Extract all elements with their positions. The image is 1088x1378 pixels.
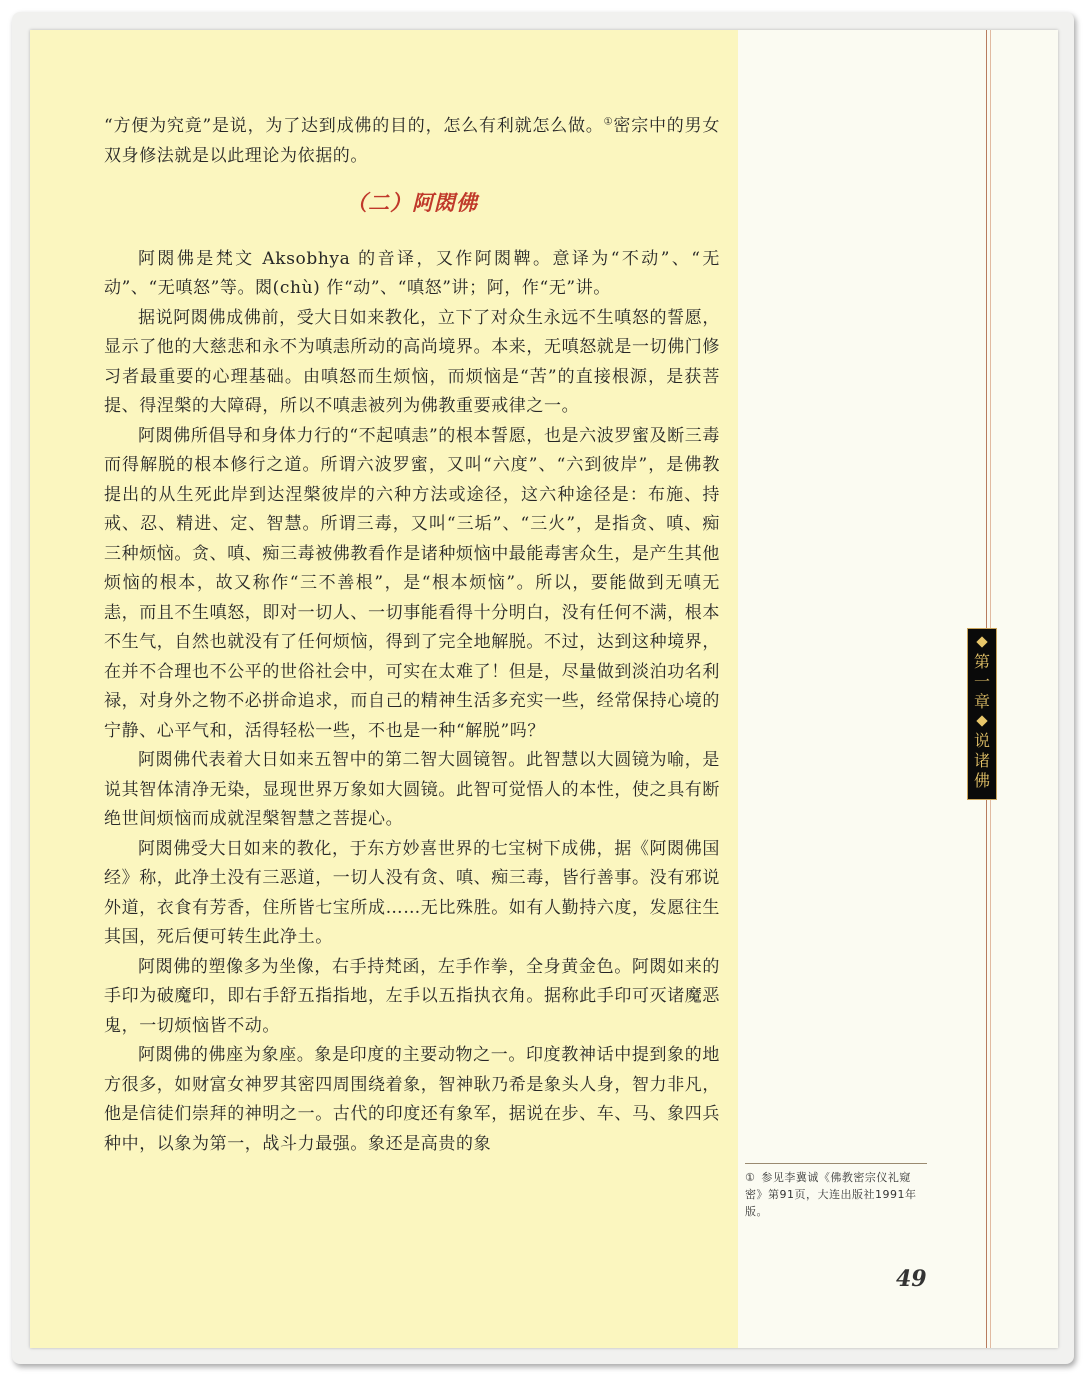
paragraph: 阿閦佛代表着大日如来五智中的第二智大圆镜智。此智慧以大圆镜为喻，是说其智体清净无染，显现世界万象如大圆镜。此智可觉悟人的本性，使之具有断绝世间烦恼而成就涅槃智慧之菩提心。 xyxy=(104,750,720,829)
section-heading: （二）阿閦佛 xyxy=(346,191,478,215)
paragraph: 阿閦佛的佛座为象座。象是印度的主要动物之一。印度教神话中提到象的地方很多，如财富女神罗其密四周围绕着象，智神耿乃希是象头人身，智力非凡，他是信徒们崇拜的神明之一。古代的印度还有象军，据说在步、车、马、象四兵种中，以象为第一，战斗力最强。象还是高贵的象 xyxy=(104,1045,720,1154)
paragraph: 阿閦佛的塑像多为坐像，右手持梵函，左手作拳，全身黄金色。阿閦如来的手印为破魔印，即右手舒五指指地，左手以五指执衣角。据称此手印可灭诸魔恶鬼，一切烦恼皆不动。 xyxy=(104,956,720,1036)
body-text xyxy=(104,112,720,1159)
footnote xyxy=(745,1163,927,1220)
page-number: 49 xyxy=(896,1266,927,1292)
paragraph-text: 密宗中的男女双身修法就是以此理论为依据的。 xyxy=(104,116,720,166)
diamond-icon xyxy=(976,715,987,726)
paragraph: 阿閦佛受大日如来的教化，于东方妙喜世界的七宝树下成佛，据《阿閦佛国经》称，此净土没有三恶道，一切人没有贪、嗔、痴三毒，皆行善事。没有邪说外道，衣食有芳香，住所皆七宝所成……无比殊胜。如有人勤持六度，发愿往生其国，死后便可转生此净土。 xyxy=(104,838,720,947)
chapter-tab-char: 一 xyxy=(973,672,990,691)
chapter-tab-char: 佛 xyxy=(973,771,990,790)
chapter-tab xyxy=(967,628,997,800)
book-page xyxy=(30,30,1058,1348)
paragraph-text: “方便为究竟”是说，为了达到成佛的目的，怎么有利就怎么做。 xyxy=(104,116,604,136)
footnote-text: 参见李冀诚《佛教密宗仪礼窥密》第91页，大连出版社1991年版。 xyxy=(745,1171,917,1218)
chapter-tab-char: 第 xyxy=(973,652,990,671)
chapter-tab-char: 诸 xyxy=(973,751,990,770)
chapter-tab-char: 章 xyxy=(973,692,990,711)
paragraph xyxy=(104,112,720,171)
paragraph: 阿閦佛是梵文 Aksobhya 的音译，又作阿閦鞞。意译为“不动”、“无动”、“无嗔怒”等。閦(chù) 作“动”、“嗔怒”讲；阿，作“无”讲。 xyxy=(104,248,720,298)
paragraph: 据说阿閦佛成佛前，受大日如来教化，立下了对众生永远不生嗔怒的誓愿，显示了他的大慈悲和永不为嗔恚所动的高尚境界。本来，无嗔怒就是一切佛门修习者最重要的心理基础。由嗔怒而生烦恼，而烦恼是“苦”的直接根源，是获菩提、得涅槃的大障碍，所以不嗔恚被列为佛教重要戒律之一。 xyxy=(104,307,720,416)
paragraph: 阿閦佛所倡导和身体力行的“不起嗔恚”的根本誓愿，也是六波罗蜜及断三毒而得解脱的根本修行之道。所谓六波罗蜜，又叫“六度”、“六到彼岸”，是佛教提出的从生死此岸到达涅槃彼岸的六种方法或途径，这六种途径是：布施、持戒、忍、精进、定、智慧。所谓三毒，又叫“三垢”、“三火”，是指贪、嗔、痴三种烦恼。贪、嗔、痴三毒被佛教看作是诸种烦恼中最能毒害众生，是产生其他烦恼的根本，故又称作“三不善根”，是“根本烦恼”。所以，要能做到无嗔无恚，而且不生嗔怒，即对一切人、一切事能看得十分明白，没有任何不满，根本不生气，自然也就没有了任何烦恼，得到了完全地解脱。不过，达到这种境界，在并不合理也不公平的世俗社会中，可实在太难了！但是，尽量做到淡泊功名利禄，对身外之物不必拼命追求，而自己的精神生活多充实一些，经常保持心境的宁静、心平气和，活得轻松一些，不也是一种“解脱”吗？ xyxy=(104,425,720,741)
chapter-tab-char: 说 xyxy=(973,731,990,750)
footnote-marker: ① xyxy=(603,116,614,128)
diamond-icon xyxy=(976,636,987,647)
footnote-number: ① xyxy=(745,1171,756,1184)
margin-column xyxy=(738,30,1058,1348)
